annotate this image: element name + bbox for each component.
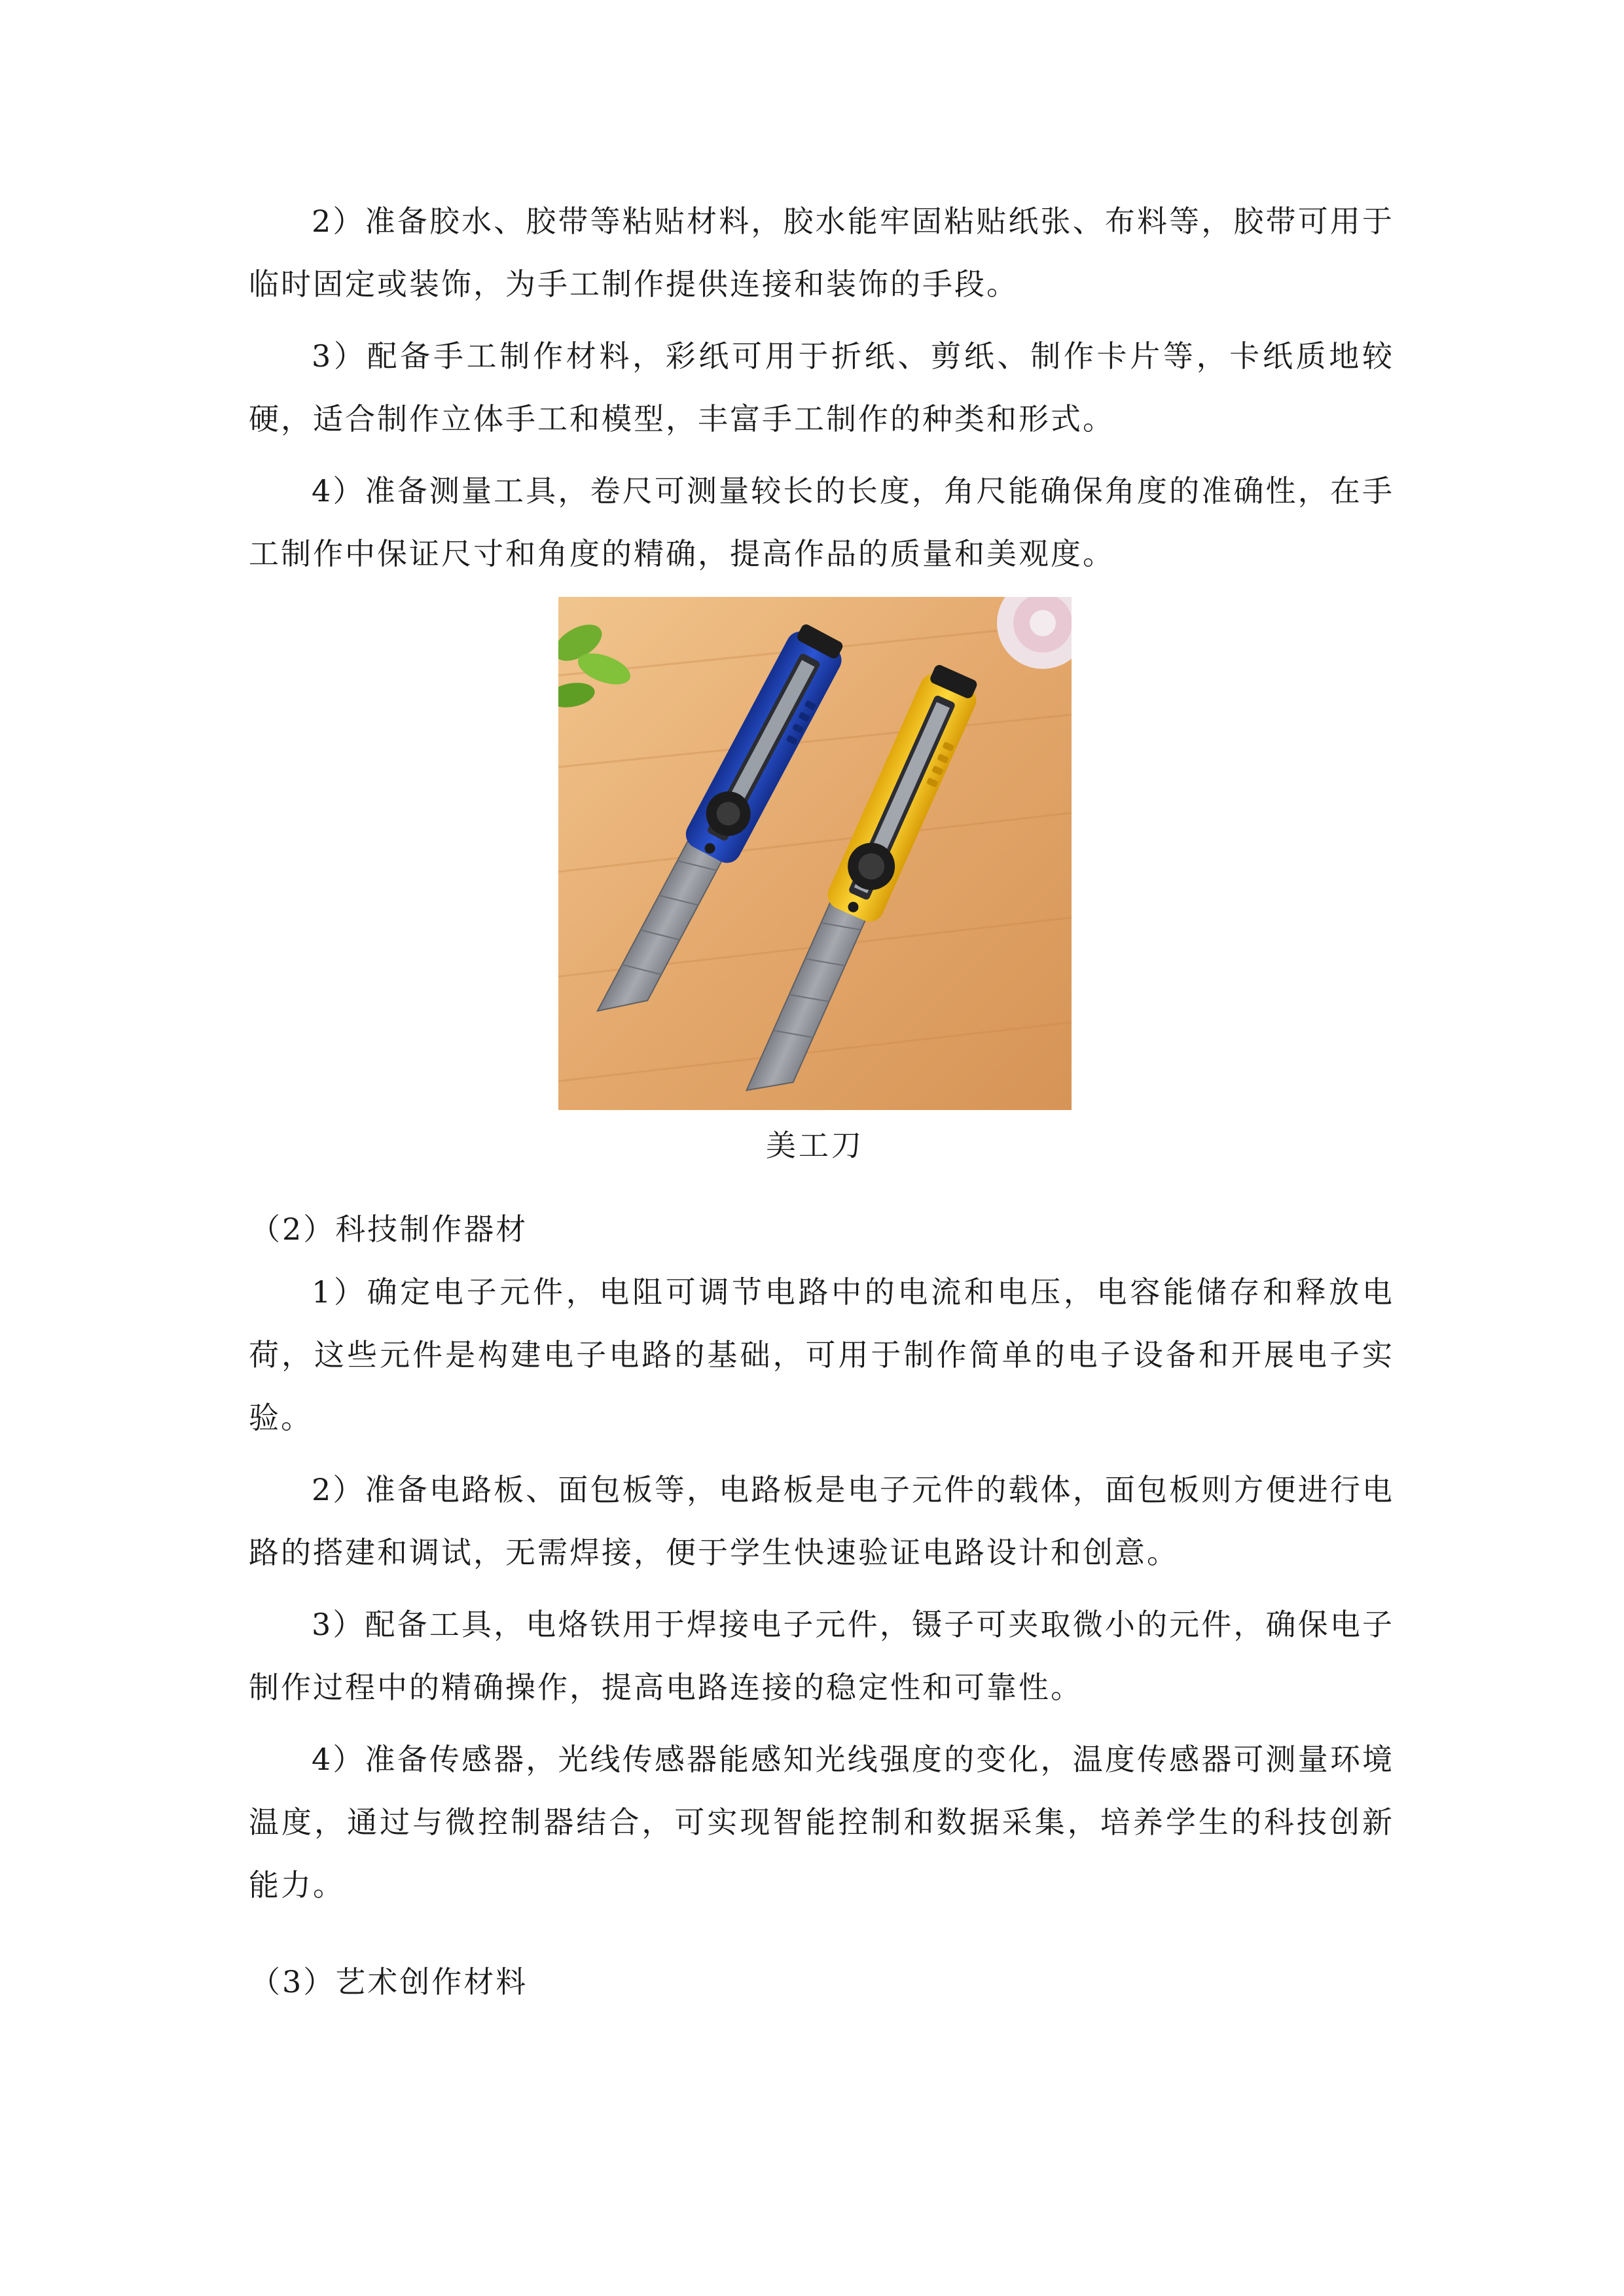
paragraph-circuit-boards: 2）准备电路板、面包板等，电路板是电子元件的载体，面包板则方便进行电路的搭建和调试，无需焊接，便于学生快速验证电路设计和创意。 [249, 1472, 1394, 1570]
section2-heading: （2）科技制作器材 [250, 1211, 528, 1247]
paragraph-soldering-tools: 3）配备工具，电烙铁用于焊接电子元件，镊子可夹取微小的元件，确保电子制作过程中的精确操作，提高电路连接的稳定性和可靠性。 [249, 1607, 1394, 1705]
section2-body [249, 1261, 1394, 1916]
figure-caption: 美工刀 [766, 1128, 864, 1163]
paragraph-electronic-components: 1）确定电子元件，电阻可调节电路中的电流和电压，电容能储存和释放电荷，这些元件是构建电子电路的基础，可用于制作简单的电子设备和开展电子实验。 [249, 1274, 1394, 1435]
paragraph-sensors: 4）准备传感器，光线传感器能感知光线强度的变化，温度传感器可测量环境温度，通过与微控制器结合，可实现智能控制和数据采集，培养学生的科技创新能力。 [249, 1742, 1394, 1903]
paragraph-craft-paper: 3）配备手工制作材料，彩纸可用于折纸、剪纸、制作卡片等，卡纸质地较硬，适合制作立体手工和模型，丰富手工制作的种类和形式。 [249, 338, 1394, 437]
utility-knife-photo [558, 597, 1072, 1110]
section3-heading: （3）艺术创作材料 [250, 1964, 528, 2000]
paragraph-measuring-tools: 4）准备测量工具，卷尺可测量较长的长度，角尺能确保角度的准确性，在手工制作中保证尺寸和角度的精确，提高作品的质量和美观度。 [249, 473, 1394, 571]
section1-body [249, 190, 1394, 585]
paragraph-glue-tape: 2）准备胶水、胶带等粘贴材料，胶水能牢固粘贴纸张、布料等，胶带可用于临时固定或装饰，为手工制作提供连接和装饰的手段。 [249, 204, 1394, 302]
